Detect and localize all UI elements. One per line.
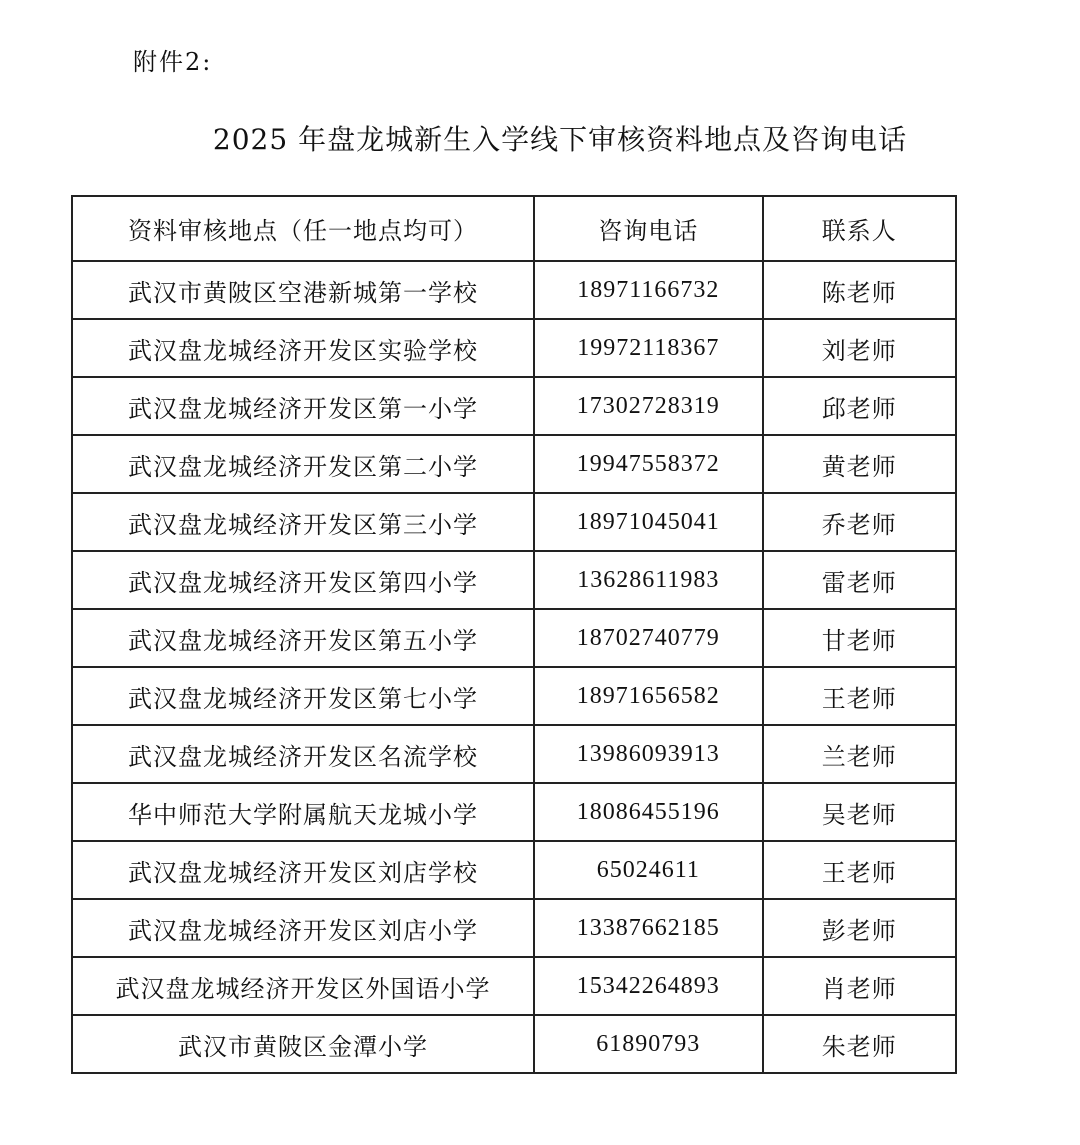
phone-cell: 15342264893: [534, 957, 763, 1015]
contact-cell: 王老师: [763, 841, 956, 899]
phone-cell: 13986093913: [534, 725, 763, 783]
table-row: [72, 551, 956, 609]
site-cell: 武汉盘龙城经济开发区刘店小学: [72, 899, 534, 957]
phone-cell: 18971045041: [534, 493, 763, 551]
site-cell: 武汉盘龙城经济开发区第三小学: [72, 493, 534, 551]
contact-cell: 甘老师: [763, 609, 956, 667]
contact-cell: 刘老师: [763, 319, 956, 377]
table-row: [72, 319, 956, 377]
site-cell: 武汉市黄陂区金潭小学: [72, 1015, 534, 1073]
site-cell: 武汉盘龙城经济开发区刘店学校: [72, 841, 534, 899]
table-row: [72, 841, 956, 899]
contact-cell: 雷老师: [763, 551, 956, 609]
review-sites-table: [71, 195, 957, 1074]
contact-cell: 朱老师: [763, 1015, 956, 1073]
contact-cell: 兰老师: [763, 725, 956, 783]
contact-cell: 吴老师: [763, 783, 956, 841]
phone-cell: 18702740779: [534, 609, 763, 667]
phone-cell: 19947558372: [534, 435, 763, 493]
site-cell: 武汉盘龙城经济开发区第一小学: [72, 377, 534, 435]
phone-cell: 13628611983: [534, 551, 763, 609]
site-cell: 华中师范大学附属航天龙城小学: [72, 783, 534, 841]
site-cell: 武汉盘龙城经济开发区第二小学: [72, 435, 534, 493]
site-cell: 武汉盘龙城经济开发区实验学校: [72, 319, 534, 377]
document-title: 2025 年盘龙城新生入学线下审核资料地点及咨询电话: [212, 123, 908, 156]
contact-cell: 彭老师: [763, 899, 956, 957]
phone-cell: 19972118367: [534, 319, 763, 377]
site-cell: 武汉盘龙城经济开发区外国语小学: [72, 957, 534, 1015]
contact-cell: 邱老师: [763, 377, 956, 435]
table-row: [72, 377, 956, 435]
phone-cell: 65024611: [534, 841, 763, 899]
site-cell: 武汉盘龙城经济开发区第七小学: [72, 667, 534, 725]
phone-cell: 13387662185: [534, 899, 763, 957]
contact-cell: 王老师: [763, 667, 956, 725]
table-row: [72, 783, 956, 841]
contact-cell: 陈老师: [763, 261, 956, 319]
phone-cell: 18086455196: [534, 783, 763, 841]
table-header-row: [72, 196, 956, 261]
contact-cell: 肖老师: [763, 957, 956, 1015]
table-row: [72, 1015, 956, 1073]
site-cell: 武汉盘龙城经济开发区第四小学: [72, 551, 534, 609]
table-row: [72, 899, 956, 957]
contact-cell: 黄老师: [763, 435, 956, 493]
phone-cell: 61890793: [534, 1015, 763, 1073]
site-cell: 武汉市黄陂区空港新城第一学校: [72, 261, 534, 319]
table-row: [72, 667, 956, 725]
site-cell: 武汉盘龙城经济开发区第五小学: [72, 609, 534, 667]
phone-cell: 18971166732: [534, 261, 763, 319]
header-phone: 咨询电话: [534, 196, 763, 261]
phone-cell: 17302728319: [534, 377, 763, 435]
table-row: [72, 609, 956, 667]
site-cell: 武汉盘龙城经济开发区名流学校: [72, 725, 534, 783]
table-row: [72, 435, 956, 493]
table-row: [72, 725, 956, 783]
table-row: [72, 261, 956, 319]
table-row: [72, 493, 956, 551]
phone-cell: 18971656582: [534, 667, 763, 725]
header-site: 资料审核地点（任一地点均可）: [72, 196, 534, 261]
contact-cell: 乔老师: [763, 493, 956, 551]
attachment-label: 附件2:: [133, 48, 213, 76]
header-contact: 联系人: [763, 196, 956, 261]
table-row: [72, 957, 956, 1015]
